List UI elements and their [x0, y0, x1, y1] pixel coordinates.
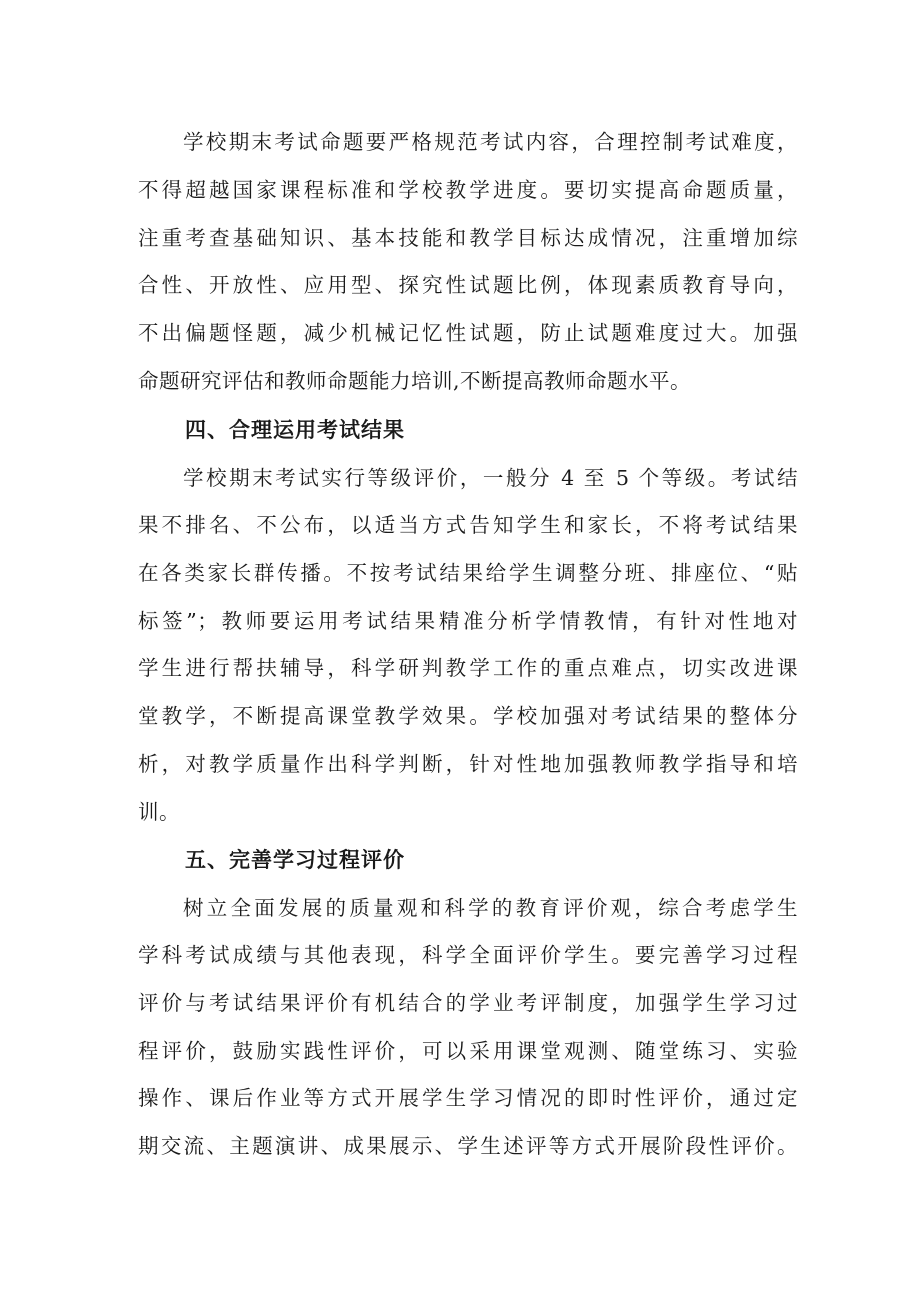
paragraph-line: 果不排名、不公布，以适当方式告知学生和家长，不将考试结果 [138, 513, 798, 537]
paragraph-line: 不出偏题怪题，减少机械记忆性试题，防止试题难度过大。加强 [138, 321, 798, 345]
paragraph-line: 堂教学，不断提高课堂教学效果。学校加强对考试结果的整体分 [138, 704, 798, 728]
paragraph-line: 不得超越国家课程标准和学校教学进度。要切实提高命题质量， [138, 178, 798, 202]
section-heading: 四、合理运用考试结果 [185, 418, 405, 442]
paragraph-line: 析，对教学质量作出科学判断，针对性地加强教师教学指导和培 [138, 752, 798, 776]
paragraph-line: 合性、开放性、应用型、探究性试题比例，体现素质教育导向， [138, 273, 798, 297]
paragraph-line: 学校期末考试命题要严格规范考试内容，合理控制考试难度， [183, 130, 798, 154]
paragraph-line: 在各类家长群传播。不按考试结果给学生调整分班、排座位、“贴 [138, 561, 798, 585]
paragraph-line: 命题研究评估和教师命题能力培训,不断提高教师命题水平。 [138, 369, 692, 393]
paragraph-line: 期交流、主题演讲、成果展示、学生述评等方式开展阶段性评价。 [138, 1134, 798, 1158]
paragraph-line: 学校期末考试实行等级评价，一般分 4 至 5 个等级。考试结 [183, 466, 798, 490]
paragraph-line: 训。 [138, 800, 180, 824]
paragraph-line: 学科考试成绩与其他表现，科学全面评价学生。要完善学习过程 [138, 943, 798, 967]
paragraph-line: 标签”；教师要运用考试结果精准分析学情教情，有针对性地对 [138, 609, 798, 633]
paragraph-line: 树立全面发展的质量观和科学的教育评价观，综合考虑学生 [183, 896, 798, 920]
paragraph-line: 学生进行帮扶辅导，科学研判教学工作的重点难点，切实改进课 [138, 656, 798, 680]
paragraph-line: 注重考查基础知识、基本技能和教学目标达成情况，注重增加综 [138, 226, 798, 250]
paragraph-line: 评价与考试结果评价有机结合的学业考评制度，加强学生学习过 [138, 991, 798, 1015]
section-heading: 五、完善学习过程评价 [185, 848, 405, 872]
paragraph-line: 操作、课后作业等方式开展学生学习情况的即时性评价，通过定 [138, 1086, 798, 1110]
paragraph-line: 程评价，鼓励实践性评价，可以采用课堂观测、随堂练习、实验 [138, 1039, 798, 1063]
